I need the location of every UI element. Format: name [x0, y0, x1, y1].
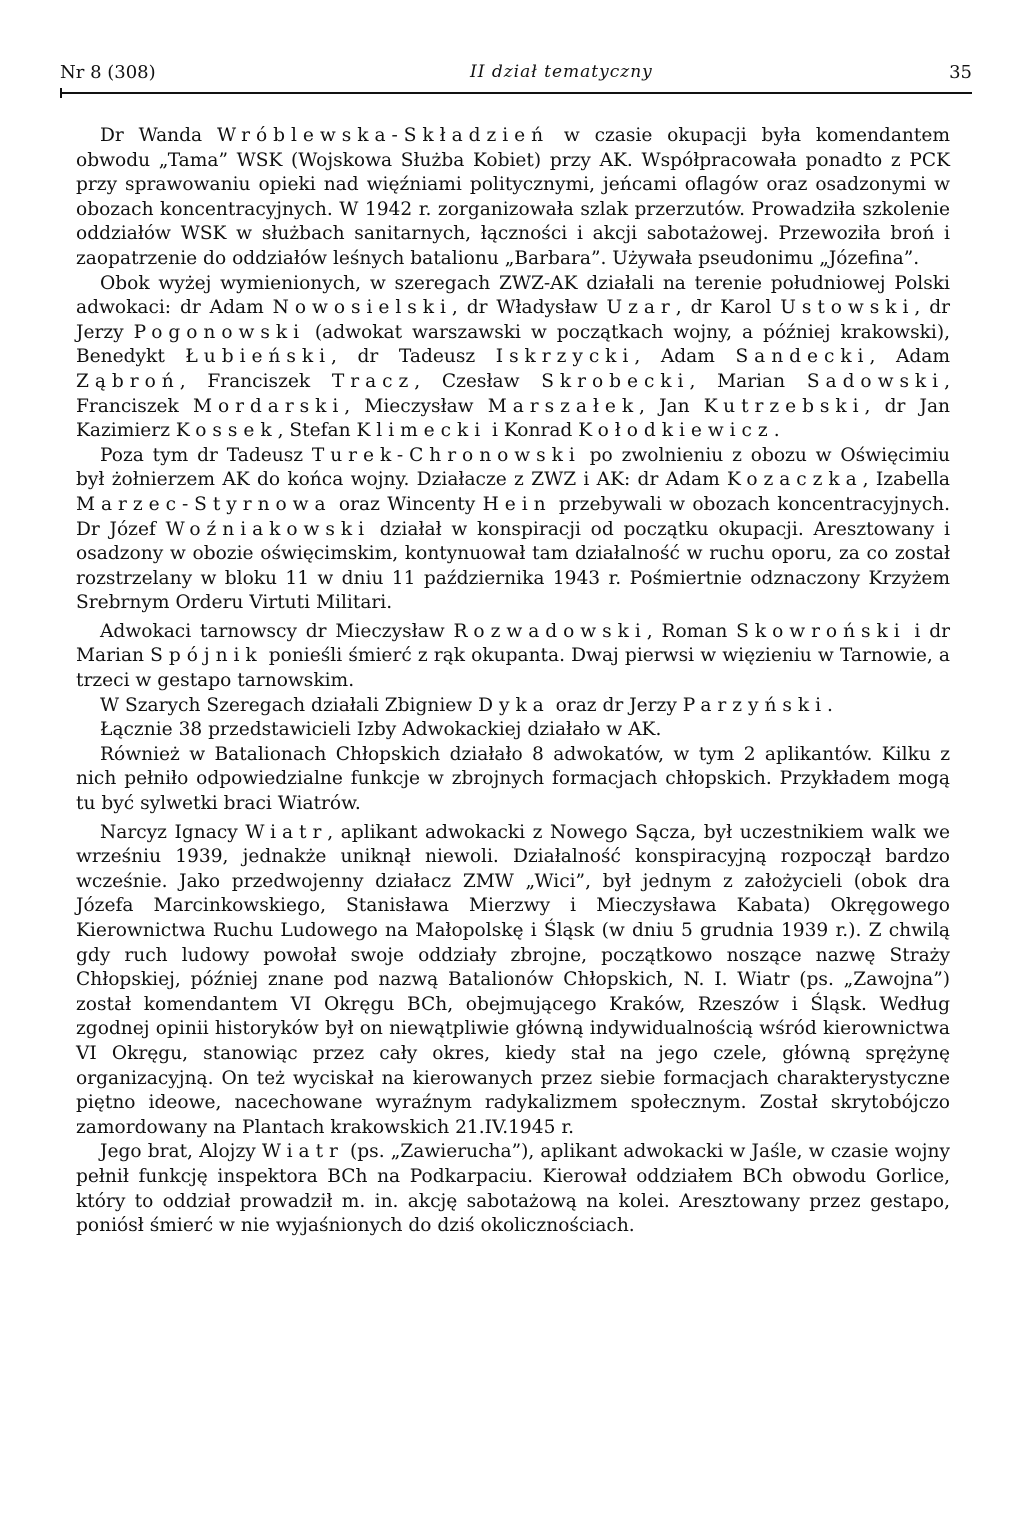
header-rule — [60, 92, 972, 94]
person-surname: Tracz — [331, 370, 415, 392]
text-run: , dr Tadeusz — [330, 346, 496, 368]
person-surname: Marszałek — [487, 395, 640, 417]
text-run: działał w konspiracji od początku okupacji. Aresztowany i osadzony w obozie oświęcimskim, kontynuował tam działalność w ruchu oporu, za co został rozstrzelany w bloku 11 w dniu 11 października 1943 r. Pośmiertnie odznaczony Krzyżem Srebrnym Orderu Virtuti Militari. — [76, 518, 950, 614]
text-run: , dr Karol — [675, 297, 781, 319]
person-surname: Skrobecki — [541, 370, 690, 392]
article-body — [76, 124, 950, 1239]
page-number: 35 — [949, 62, 972, 83]
person-surname: Marzec-Styrnowa — [76, 493, 332, 515]
person-surname: Kossek — [175, 420, 278, 442]
person-surname: Wiatr — [245, 821, 328, 843]
person-surname: Sandecki — [735, 346, 870, 368]
paragraph — [76, 718, 950, 743]
text-run: . — [773, 420, 780, 442]
person-surname: Kutrzebski — [703, 395, 865, 417]
text-run: (ps. „Zawierucha”), aplikant adwokacki w Jaśle, w czasie wojny pełnił funkcję inspektora BCh na Podkarpaciu. Kierował oddziałem BCh obwodu Gorlice, który to oddział prowadził m. in. akcję sabotażową na kolei. Aresztowany przez gestapo, poniósł śmierć w nie wyjaśnionych do dziś okolicznościach. — [76, 1141, 950, 1237]
person-surname: Ustowski — [780, 297, 915, 319]
person-surname: Łubieński — [185, 346, 331, 368]
text-run: , dr Jan Kazimierz — [76, 395, 951, 442]
text-run: , dr Władysław — [451, 297, 607, 319]
person-surname: Sadowski — [806, 370, 945, 392]
text-run: , Jan — [639, 395, 704, 417]
text-run: , Czesław — [414, 370, 542, 392]
section-title: II dział tematyczny — [470, 62, 653, 82]
text-run: w czasie okupacji była komendantem obwodu „Tama” WSK (Wojskowa Służba Kobiet) przy AK. Współpracowała ponadto z PCK przy sprawowaniu opieki nad więźniami politycznymi, jeńcami oflagów oraz osadzonymi w obozach koncentracyjnych. W 1942 r. zorganizowała szlak przerzutów. Prowadziła szkolenie oddziałów WSK w służbach sanitarnych, łączności i akcji sabotażowej. Przewoziła broń i zaopatrzenie do oddziałów leśnych batalionu „Barbara”. Używała pseudonimu „Józefina”. — [76, 125, 950, 269]
text-run: , Stefan — [277, 420, 357, 442]
person-surname: Mordarski — [192, 395, 345, 417]
paragraph — [76, 1140, 950, 1238]
text-run: Również w Batalionach Chłopskich działało 8 adwokatów, w tym 2 aplikantów. Kilku z nich pełniło odpowiedzialne funkcje w zbrojnych formacjach chłopskich. Przykładem mogą tu być sylwetki braci Wiatrów. — [76, 743, 950, 815]
person-surname: Pogonowski — [133, 321, 305, 343]
text-run: , dr Jerzy — [76, 297, 950, 343]
paragraph — [76, 620, 950, 694]
text-run: . — [827, 694, 833, 716]
person-surname: Klimecki — [356, 420, 487, 442]
paragraph — [76, 444, 950, 616]
paragraph — [76, 694, 950, 719]
text-run: , Adam — [634, 346, 736, 368]
text-run: , Marian — [689, 370, 807, 392]
paragraph — [76, 272, 950, 444]
text-run: Łącznie 38 przedstawicieli Izby Adwokackiej działało w AK. — [100, 719, 662, 741]
text-run: Dr Wanda — [100, 125, 217, 146]
person-surname: Parzyński — [682, 694, 827, 716]
text-run: Poza tym dr Tadeusz — [100, 444, 312, 466]
person-surname: Dyka — [478, 694, 550, 716]
person-surname: Wiatr — [261, 1141, 344, 1163]
text-run: Obok wyżej wymienionych, w szeregach ZWZ-AK działali na terenie południowej Polski adwokaci: dr Adam — [76, 272, 950, 319]
text-run: , Roman — [646, 620, 737, 642]
text-run: przebywali w obozach koncentracyjnych. Dr Józef — [76, 493, 950, 540]
person-surname: Wróblewska-Składzień — [216, 125, 550, 146]
text-run: , Adam — [869, 346, 950, 368]
text-run: ponieśli śmierć z rąk okupanta. Dwaj pierwsi w więzieniu w Tarnowie, a trzeci w gestapo tarnowskim. — [76, 645, 950, 692]
person-surname: Woźniakowski — [165, 518, 370, 540]
person-surname: Kołodkiewicz — [578, 420, 774, 442]
text-run: W Szarych Szeregach działali Zbigniew — [100, 694, 479, 716]
person-surname: Kozaczka — [727, 469, 863, 491]
paragraph — [76, 124, 950, 272]
person-surname: Rozwadowski — [453, 620, 647, 642]
text-run: , aplikant adwokacki z Nowego Sącza, był uczestnikiem walk we wrześniu 1939, jednakże uniknął niewoli. Działalność konspiracyjną rozpoczął bardzo wcześnie. Jako przedwojenny działacz ZMW „Wici”, był jednym z założycieli (obok dra Józefa Marcinkowskiego, Stanisława Mierzwy i Mieczysława Kabata) Okręgowego Kierownictwa Ruchu Ludowego na Małopolskę i Śląsk (w dniu 5 grudnia 1939 r.). Z chwilą gdy ruch ludowy powołał swoje oddziały zbrojne, początkowo noszące nazwę Straży Chłopskiej, później znane pod nazwą Batalionów Chłopskich, N. I. Wiatr (ps. „Zawojna”) został komendantem VI Okręgu BCh, obejmującego Kraków, Rzeszów i Śląsk. Według zgodnej opinii historyków był on niewątpliwie główną indywidualnością wśród kierownictwa VI Okręgu, stanowiąc przez cały okres, kiedy stał na jego czele, główną sprężynę organizacyjną. On też wyciskał na kierowanych przez siebie formacjach charakterystyczne piętno ideowe, nacechowane wyraźnym radykalizmem społecznym. Został skrytobójczo zamordowany na Plantach krakowskich 21.IV.1945 r. — [76, 821, 950, 1138]
person-surname: Uzar — [606, 297, 676, 319]
person-surname: Skowroński — [736, 620, 906, 642]
issue-number: Nr 8 (308) — [60, 62, 156, 83]
text-run: i dr Marian — [76, 620, 950, 667]
person-surname: Spójnik — [150, 645, 263, 667]
text-run: i Konrad — [486, 420, 579, 442]
person-surname: Turek-Chronowski — [311, 444, 581, 466]
running-header — [60, 62, 972, 88]
text-run: oraz Wincenty — [331, 493, 483, 515]
person-surname: Hein — [482, 493, 552, 515]
text-run: , Izabella — [862, 469, 951, 491]
paragraph — [76, 821, 950, 1141]
paragraph — [76, 743, 950, 817]
text-run: Adwokaci tarnowscy dr Mieczysław — [100, 620, 454, 642]
text-run: oraz dr Jerzy — [549, 694, 683, 716]
person-surname: Ząbroń — [76, 370, 180, 392]
person-surname: Iskrzycki — [495, 346, 635, 368]
text-run: (adwokat warszawski w początkach wojny, a później krakowski), Benedykt — [76, 321, 950, 368]
text-run: Jego brat, Alojzy — [100, 1141, 262, 1163]
text-run: , Franciszek — [179, 370, 332, 392]
text-run: po zwolnieniu z obozu w Oświęcimiu był żołnierzem AK do końca wojny. Działacze z ZWZ i AK: dr Adam — [76, 444, 950, 491]
person-surname: Nowosielski — [272, 297, 452, 319]
text-run: , Mieczysław — [344, 395, 488, 417]
text-run: , Franciszek — [76, 370, 950, 417]
text-run: Narcyz Ignacy — [100, 821, 246, 843]
